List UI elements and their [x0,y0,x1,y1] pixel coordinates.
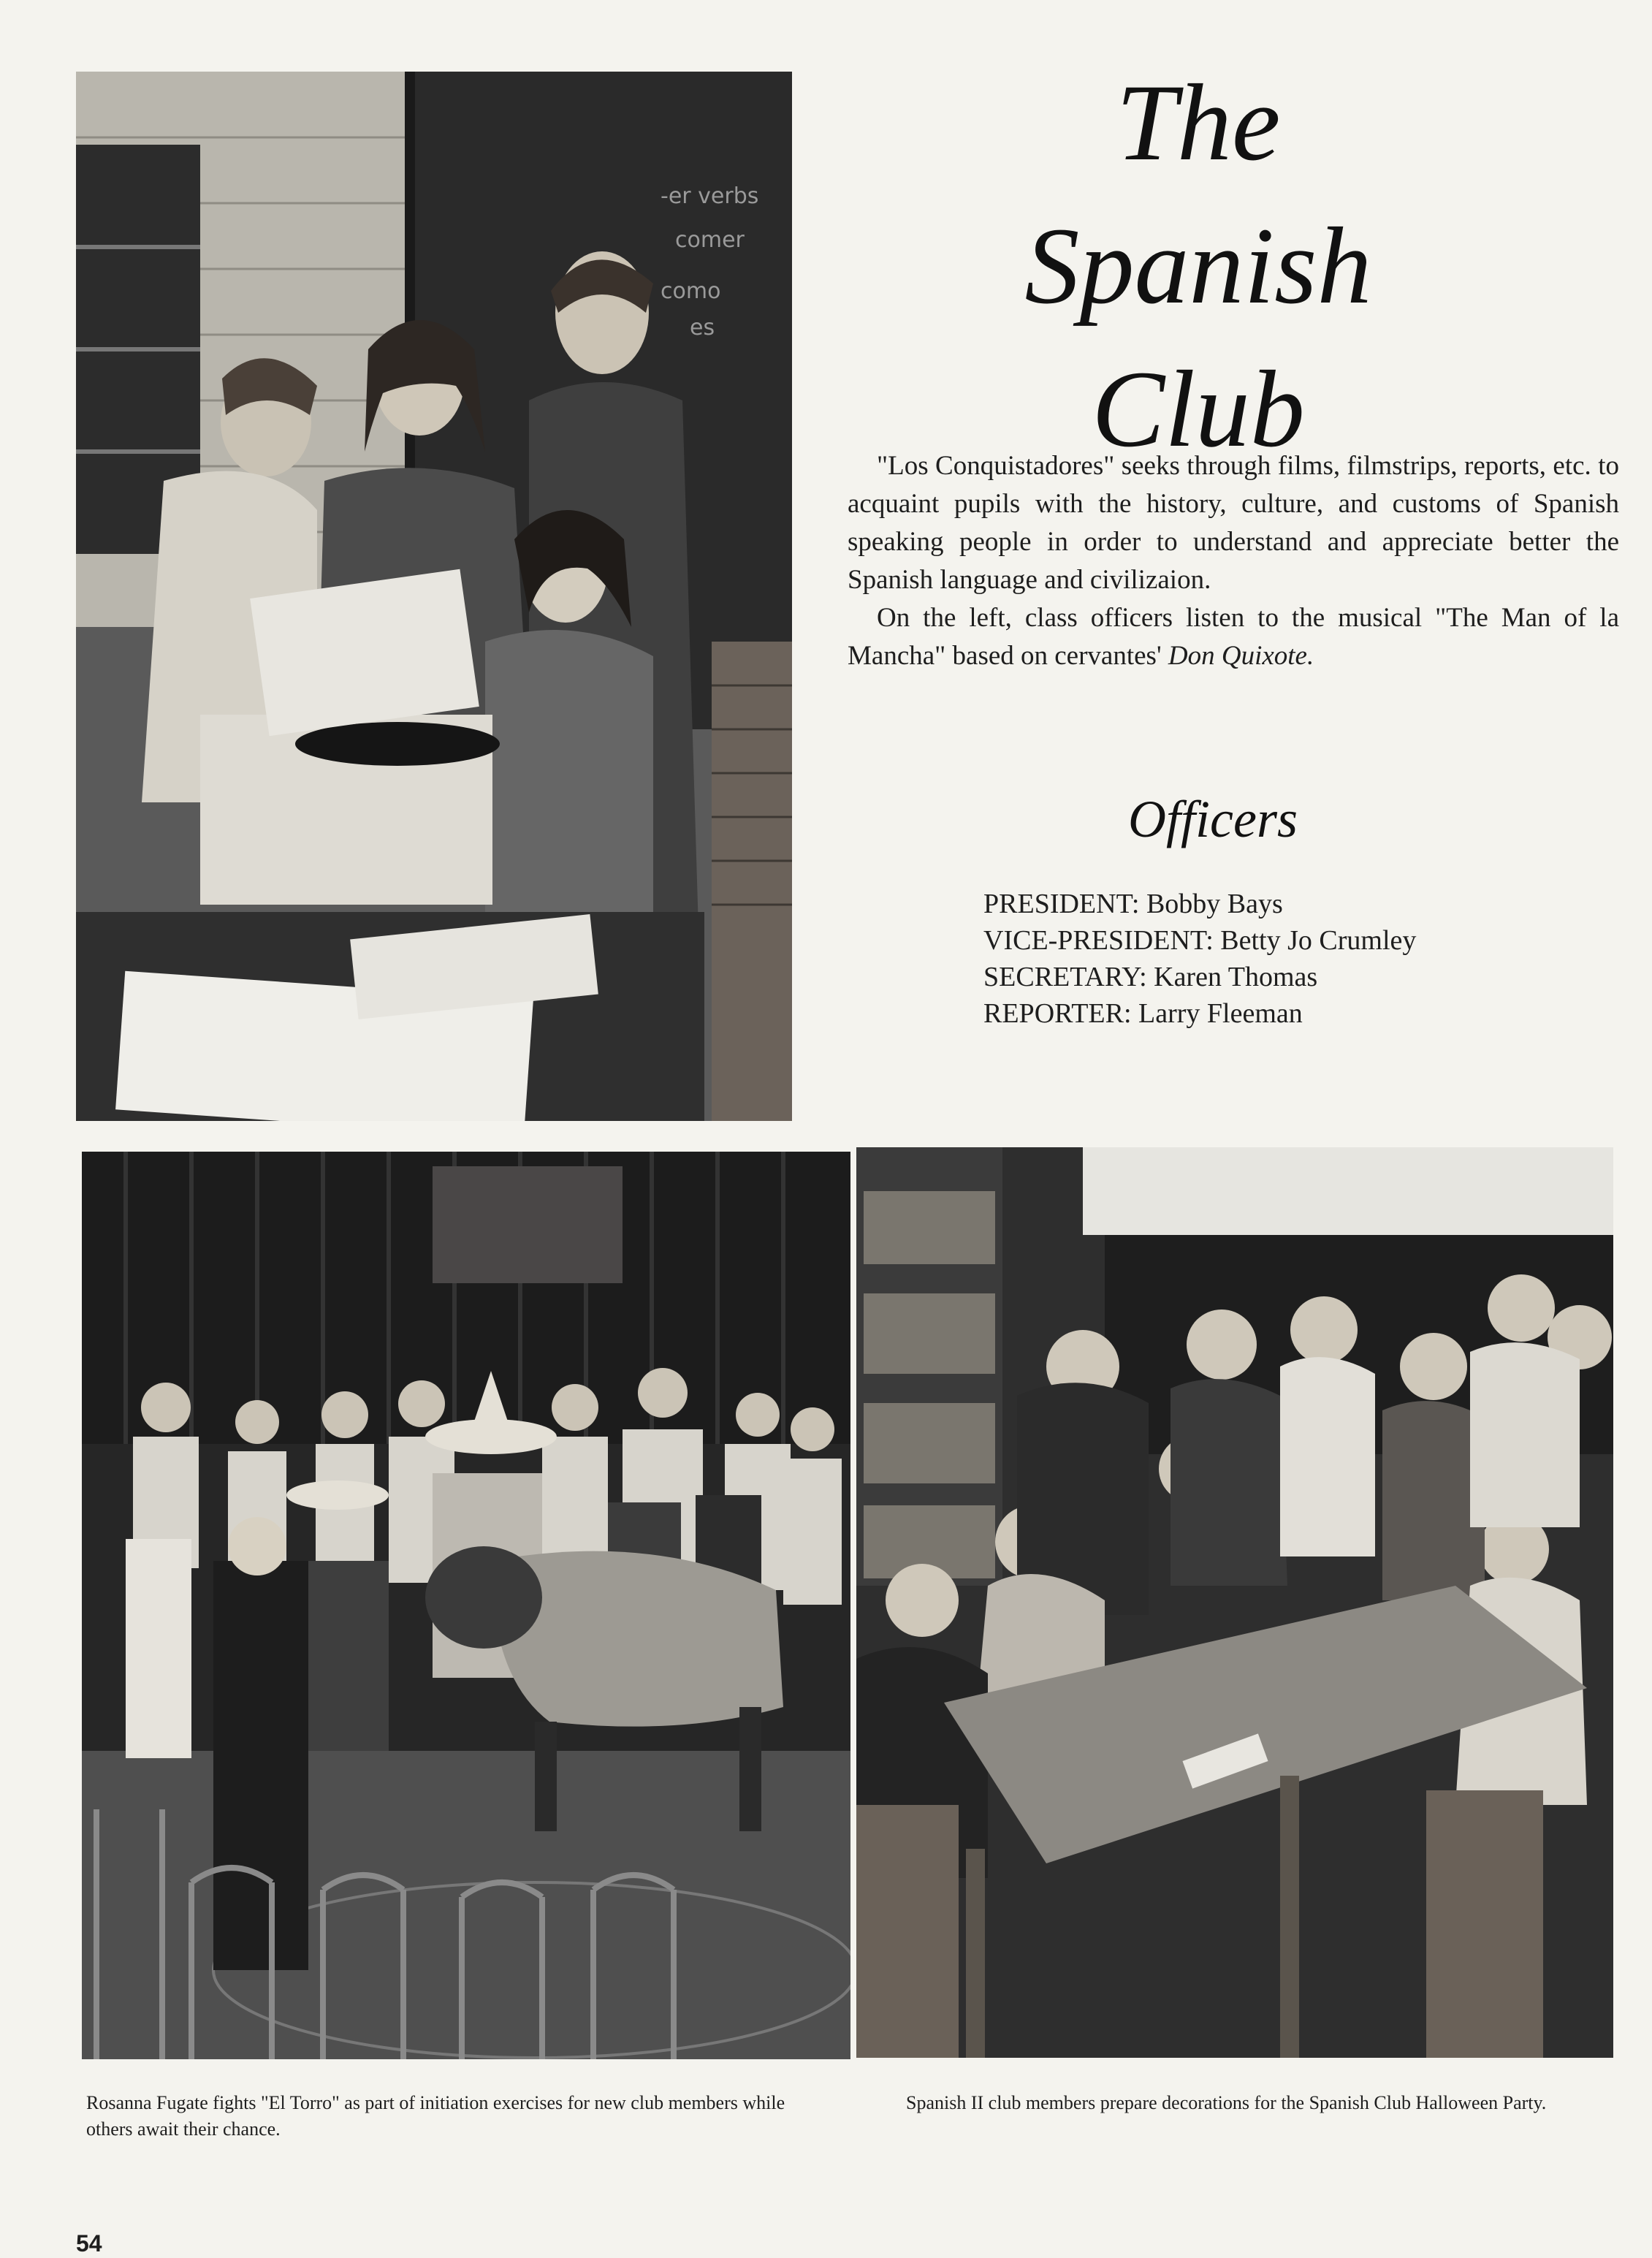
photo-library-illustration [856,1147,1613,2058]
photo-officers-record-player [76,72,792,1121]
caption-left: Rosanna Fugate fights "El Torro" as part of initiation exercises for new club members while others await their chance. [86,2092,785,2140]
photo-el-torro-initiation [82,1152,850,2059]
officer-name: Bobby Bays [1146,889,1283,919]
title-line-3: Club [1092,349,1305,470]
chalkboard-word-4: es [690,315,715,341]
officers-list [983,886,1416,1032]
officer-item [983,995,1416,1032]
officer-item [983,922,1416,959]
chalkboard-word-3: como [661,278,721,304]
officer-role: VICE-PRESIDENT: [983,925,1214,956]
photo-halloween-decorations [856,1147,1613,2058]
officer-item [983,886,1416,922]
officer-role: SECRETARY: [983,962,1147,992]
officer-name: Karen Thomas [1154,962,1318,992]
title-line-1: The [1116,62,1281,183]
officer-item [983,959,1416,995]
photo-gym-illustration [82,1152,850,2059]
page-title [913,51,1483,481]
photo-officers-illustration [76,72,792,1121]
officer-role: REPORTER: [983,998,1132,1029]
intro-paragraph-1: "Los Conquistadores" seeks through films, filmstrips, reports, etc. to acquaint pupils with the history, culture, and customs of Spanish speaking people in order to understand and appreciate better the Spanish language and civilizaion. [848,451,1619,595]
intro-text [848,447,1619,675]
chalkboard-word-2: comer [675,227,745,253]
officer-role: PRESIDENT: [983,889,1140,919]
caption-right: Spanish II club members prepare decorations for the Spanish Club Halloween Party. [906,2092,1547,2113]
intro-paragraph-2-italic: Don Quixote. [1168,641,1314,671]
intro-paragraph-2 [848,599,1619,675]
title-line-2: Spanish [1024,205,1372,327]
officer-name: Larry Fleeman [1138,998,1303,1029]
officers-heading: Officers [1128,790,1298,848]
page-number: 54 [76,2230,102,2257]
chalkboard-word-1: -er verbs [661,183,759,209]
intro-paragraph-2-text: On the left, class officers listen to the musical "The Man of la Mancha" based on cervantes' [848,603,1619,671]
officer-name: Betty Jo Crumley [1220,925,1417,956]
